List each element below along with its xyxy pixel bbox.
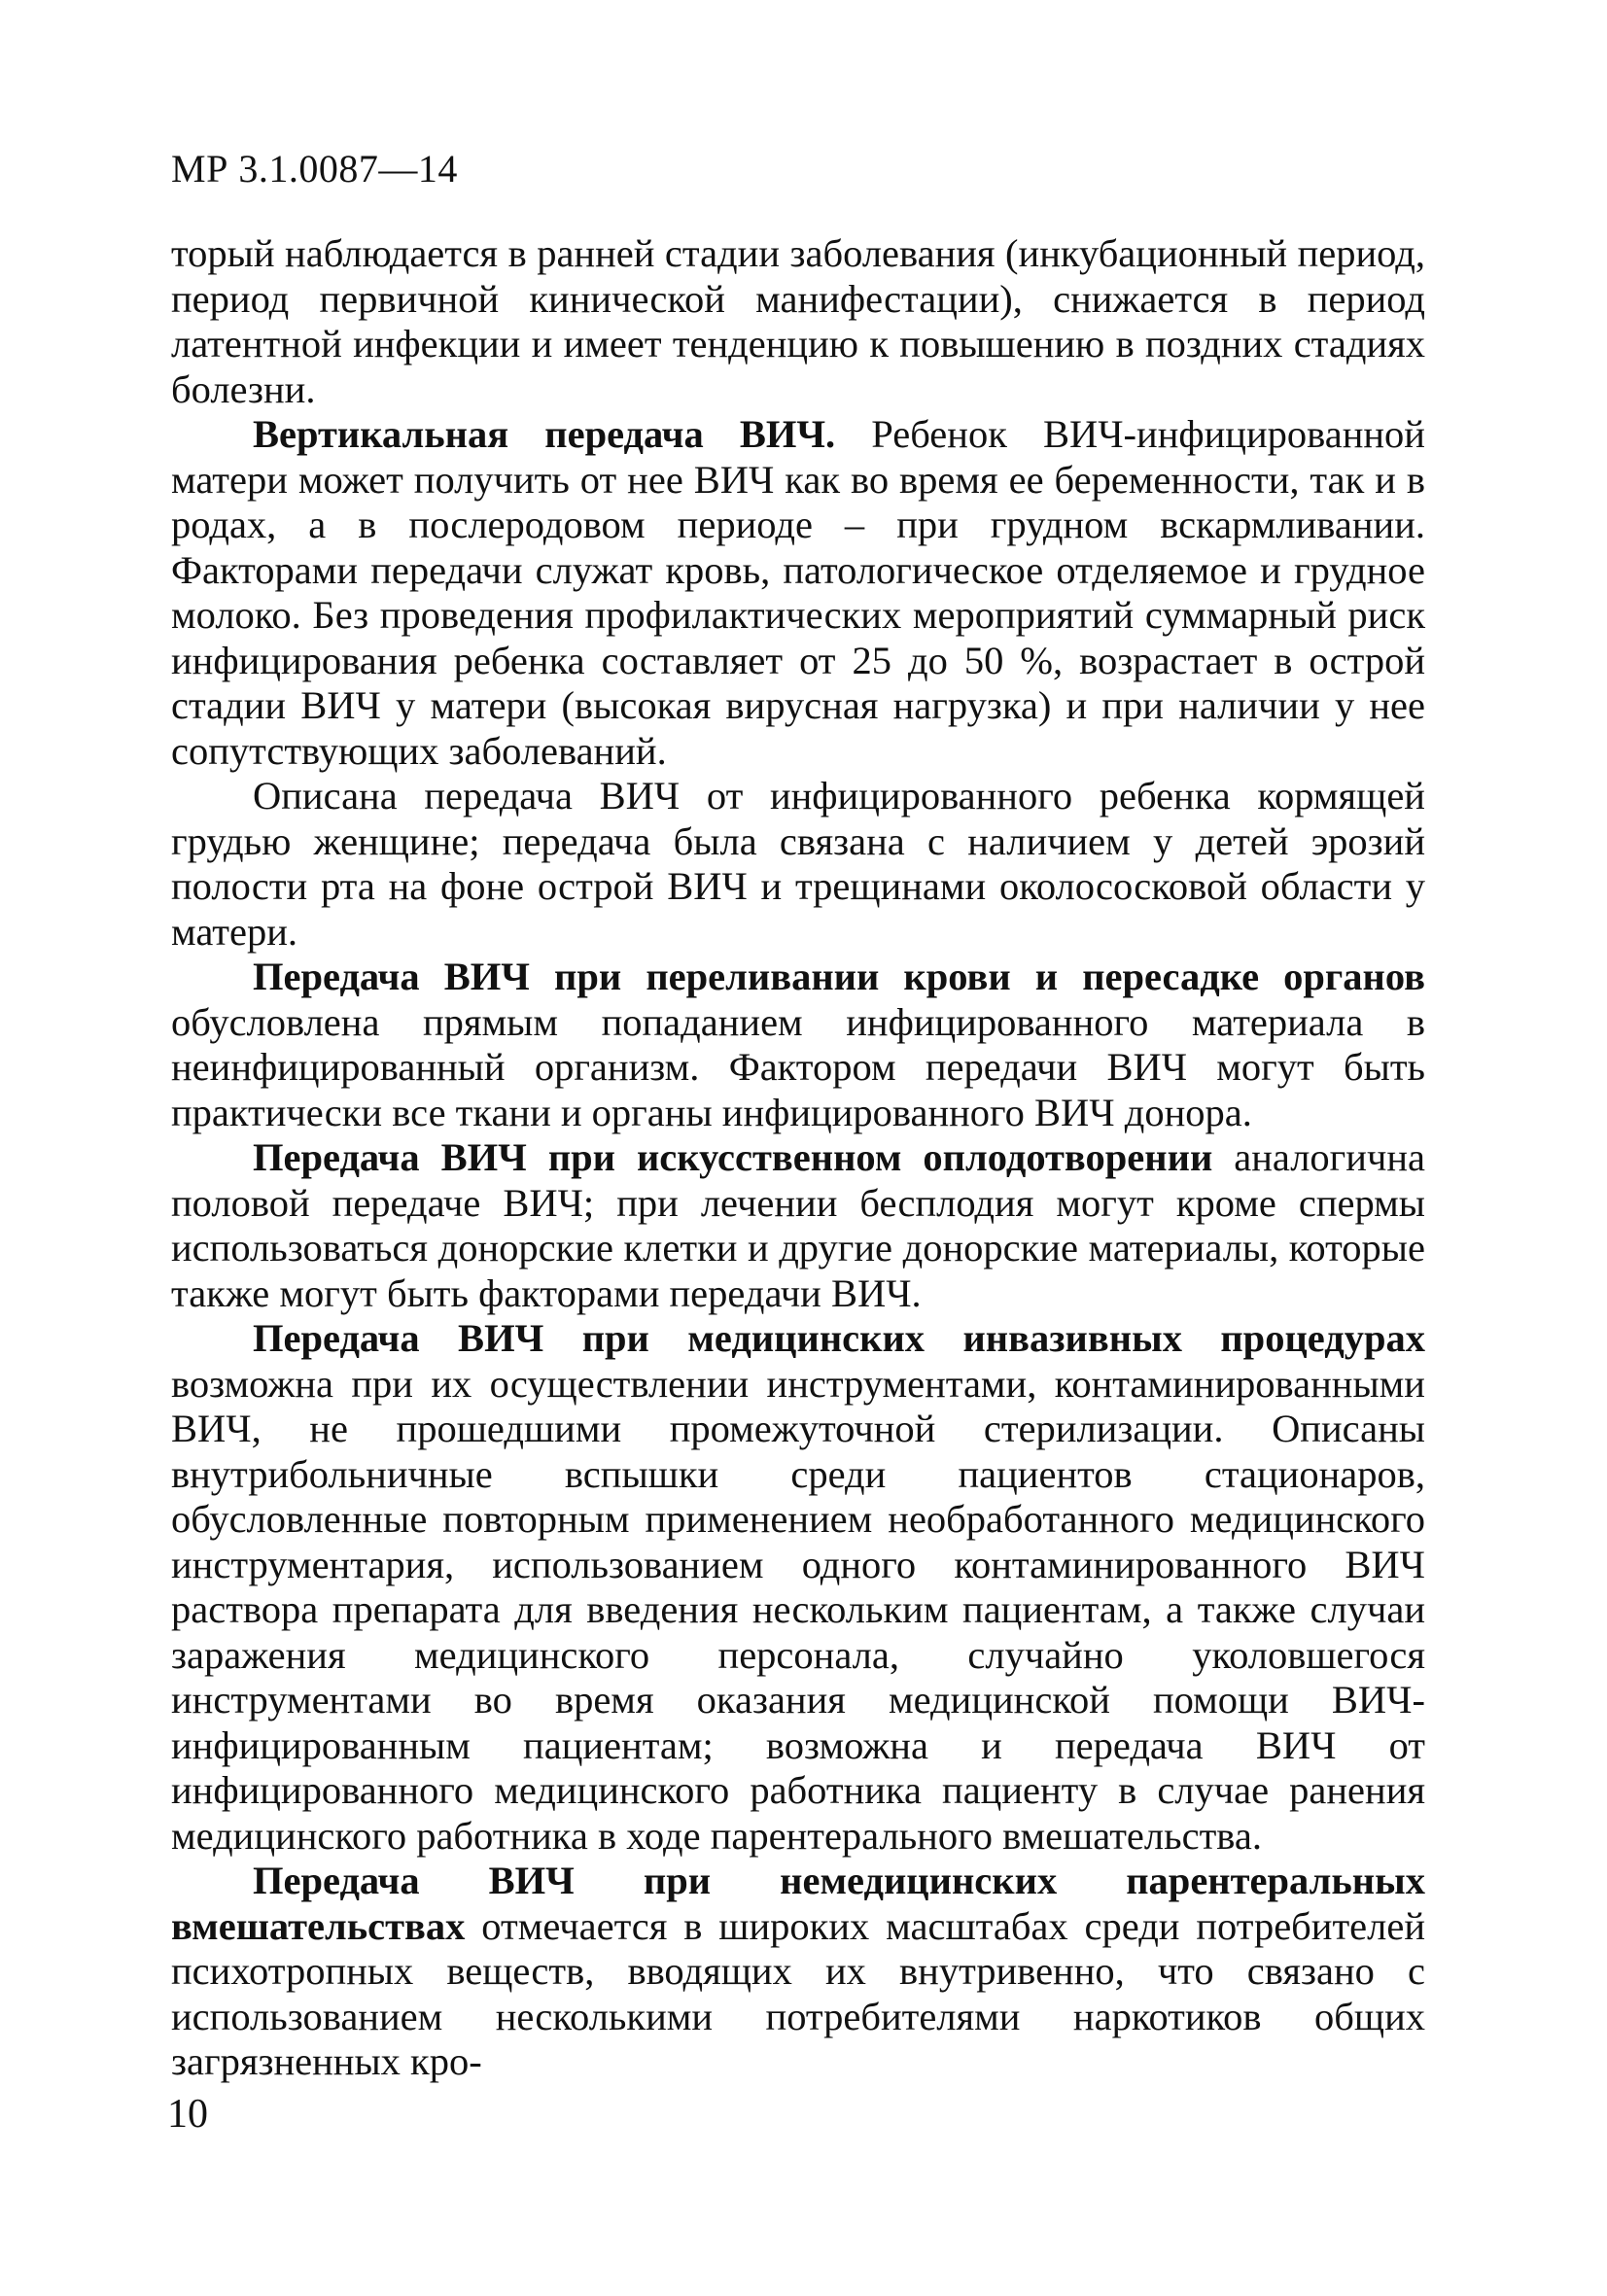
paragraph-text: Ребенок ВИЧ-инфицированной матери может получить от нее ВИЧ как во время ее беременности, так и в родах, а в послеродовом периоде – при грудном вскармливании. Факторами передачи служат кровь, патологическое отделяемое и грудное молоко. Без проведения профилактических мероприятий суммарный риск инфицирования ребенка составляет от 25 до 50 %, возрастает в острой стадии ВИЧ у матери (высокая вирусная нагрузка) и при наличии у нее сопутствующих заболеваний. [171, 412, 1425, 773]
paragraph-continuation [171, 231, 1425, 412]
paragraph-heading: Передача ВИЧ при немедицинских парентеральных вмешательствах [171, 1859, 1425, 1948]
paragraph-heading: Передача ВИЧ при переливании крови и пересадке органов [253, 955, 1425, 998]
document-body [171, 231, 1425, 2085]
paragraph-text: аналогична половой передаче ВИЧ; при лечении бесплодия могут кроме спермы использоваться донорские клетки и другие донорские материалы, которые также могут быть факторами передачи ВИЧ. [171, 1135, 1425, 1315]
paragraph-nonmedical-parenteral-transmission [171, 1859, 1425, 2085]
paragraph-text: торый наблюдается в ранней стадии заболевания (инкубационный период, период первичной кинической манифестации), снижается в период латентной инфекции и имеет тенденцию к повышению в поздних стадиях болезни. [171, 231, 1425, 411]
paragraph-text: обусловлена прямым попаданием инфицированного материала в неинфицированный организм. Фактором передачи ВИЧ могут быть практически все ткани и органы инфицированного ВИЧ донора. [171, 999, 1425, 1134]
paragraph-text: Описана передача ВИЧ от инфицированного ребенка кормящей грудью женщине; передача была связана с наличием у детей эрозий полости рта на фоне острой ВИЧ и трещинами околососковой области у матери. [171, 774, 1425, 954]
page-number: 10 [167, 2092, 208, 2137]
paragraph-medical-procedures-transmission [171, 1316, 1425, 1859]
paragraph-vertical-transmission [171, 412, 1425, 774]
document-code-header: МР 3.1.0087—14 [171, 147, 458, 191]
paragraph-transfusion-transmission [171, 955, 1425, 1135]
paragraph-heading: Передача ВИЧ при медицинских инвазивных процедурах [253, 1316, 1425, 1360]
paragraph-breastfeeding-transmission [171, 774, 1425, 955]
paragraph-heading: Передача ВИЧ при искусственном оплодотворении [253, 1135, 1213, 1179]
paragraph-text: возможна при их осуществлении инструментами, контаминированными ВИЧ, не прошедшими промежуточной стерилизации. Описаны внутрибольничные вспышки среди пациентов стационаров, обусловленные повторным применением необработанного медицинского инструментария, использованием одного контаминированного ВИЧ раствора препарата для введения нескольким пациентам, а также случаи заражения медицинского персонала, случайно уколовшегося инструментами во время оказания медицинской помощи ВИЧ-инфицированным пациентам; возможна и передача ВИЧ от инфицированного медицинского работника пациенту в случае ранения медицинского работника в ходе парентерального вмешательства. [171, 1361, 1425, 1858]
paragraph-artificial-insemination-transmission [171, 1135, 1425, 1316]
paragraph-text: отмечается в широких масштабах среди потребителей психотропных веществ, вводящих их внутривенно, что связано с использованием несколькими потребителями наркотиков общих загрязненных кро- [171, 1903, 1425, 2083]
paragraph-heading: Вертикальная передача ВИЧ. [253, 412, 836, 456]
